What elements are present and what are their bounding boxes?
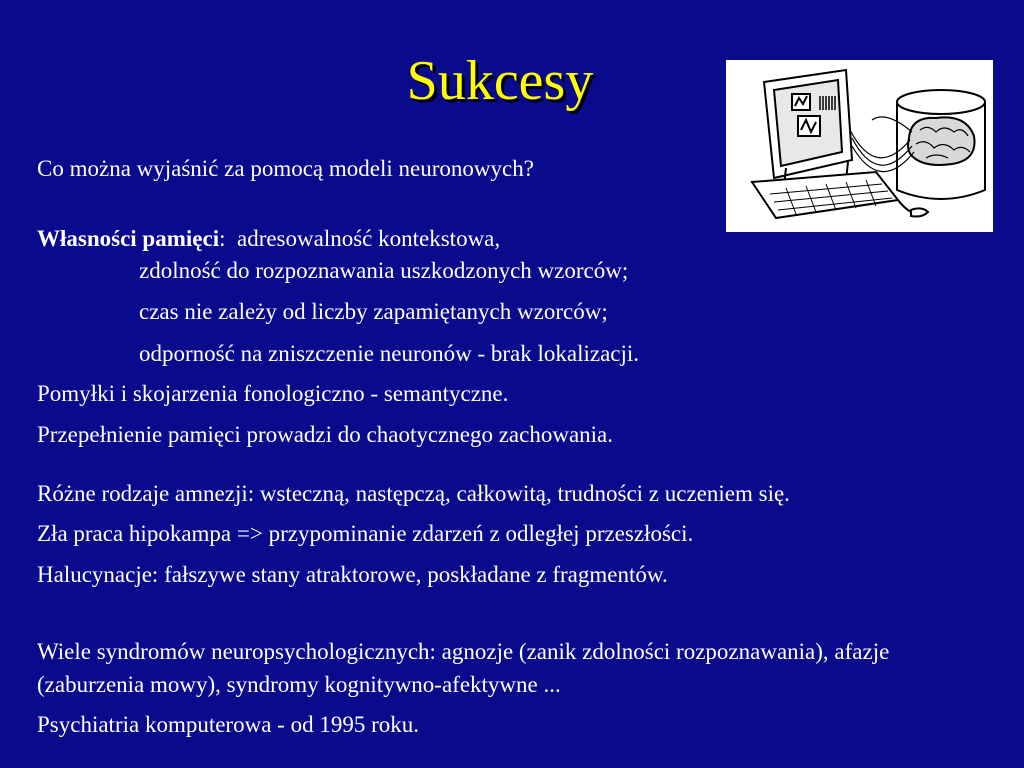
bullet-line: Różne rodzaje amnezji: wsteczną, następczą, całkowitą, trudności z uczeniem się.: [37, 481, 790, 506]
memory-item: zdolność do rozpoznawania uszkodzonych wzorców;: [139, 258, 629, 283]
slide-title: Sukcesy: [406, 50, 594, 112]
syndromes-text: Wiele syndromów neuropsychologicznych: agnozje (zanik zdolności rozpoznawania), afazje (zaburzenia mowy), syndromy kognitywno-afektywne ...: [37, 639, 890, 697]
bullet-line: Halucynacje: fałszywe stany atraktorowe, poskładane z fragmentów.: [37, 562, 668, 587]
memory-item: odporność na zniszczenie neuronów - brak lokalizacji.: [139, 341, 640, 366]
memory-first-item: adresowalność kontekstowa,: [236, 226, 501, 251]
memory-colon: :: [219, 226, 226, 251]
bullet-line: Zła praca hipokampa => przypominanie zdarzeń z odległej przeszłości.: [37, 521, 694, 546]
memory-item: czas nie zależy od liczby zapamiętanych wzorców;: [139, 299, 608, 324]
question-text: Co można wyjaśnić za pomocą modeli neuronowych?: [37, 156, 534, 181]
psychiatry-text: Psychiatria komputerowa - od 1995 roku.: [37, 712, 419, 737]
bullet-line: Pomyłki i skojarzenia fonologiczno - semantyczne.: [37, 381, 509, 406]
bullet-line: Przepełnienie pamięci prowadzi do chaotycznego zachowania.: [37, 422, 614, 447]
memory-label: Własności pamięci: [37, 226, 220, 251]
computer-brain-in-jar-icon: [726, 60, 993, 232]
memory-properties: [37, 224, 500, 254]
